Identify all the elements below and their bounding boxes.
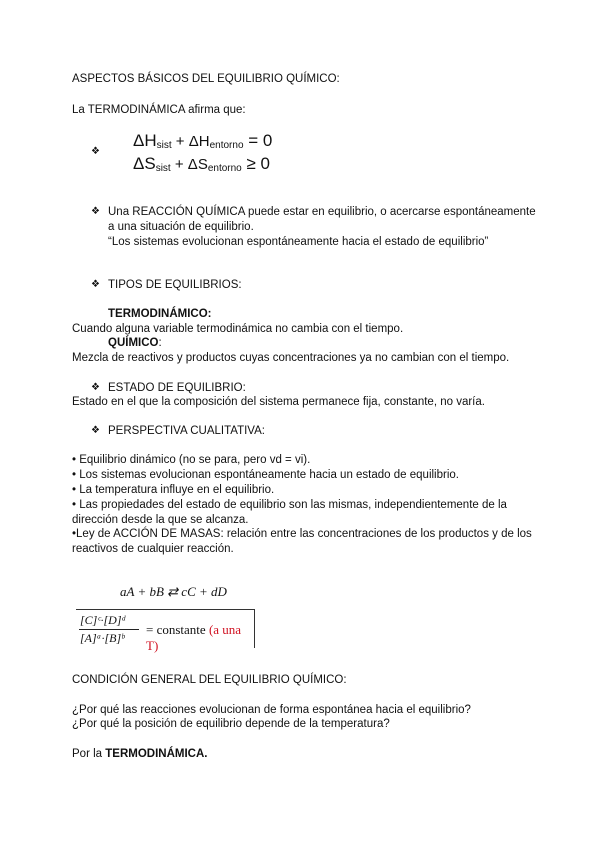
bullet-icon: ❖ bbox=[91, 146, 100, 157]
fraction-bar bbox=[79, 629, 139, 630]
list-item: reactivos de cualquier reacción. bbox=[72, 543, 234, 555]
quimico-text: Mezcla de reactivos y productos cuyas concentraciones ya no cambian con el tiempo. bbox=[72, 352, 510, 364]
bullet-icon: ❖ bbox=[91, 206, 100, 217]
enthalpy-equation: ΔHsist + ΔHentorno = 0 bbox=[133, 131, 273, 151]
intro-text: La TERMODINÁMICA afirma que: bbox=[72, 104, 246, 116]
list-item: • Equilibrio dinámico (no se para, pero vd = vi). bbox=[72, 454, 311, 466]
reaccion-line-2: a una situación de equilibrio. bbox=[108, 221, 254, 233]
answer-line: Por la TERMODINÁMICA. bbox=[72, 748, 208, 760]
perspectiva-heading: PERSPECTIVA CUALITATIVA: bbox=[108, 425, 265, 437]
tipos-heading: TIPOS DE EQUILIBRIOS: bbox=[108, 279, 242, 291]
condicion-heading: CONDICIÓN GENERAL DEL EQUILIBRIO QUÍMICO: bbox=[72, 674, 347, 686]
reaccion-line-1: Una REACCIÓN QUÍMICA puede estar en equilibrio, o acercarse espontáneamente bbox=[108, 206, 536, 218]
reaction-equation: aA + bB ⇄ cC + dD bbox=[120, 584, 227, 599]
list-item: • Las propiedades del estado de equilibrio son las mismas, independientemente de la bbox=[72, 499, 507, 511]
estado-text: Estado en el que la composición del sistema permanece fija, constante, no varía. bbox=[72, 396, 485, 408]
quimico-label: QUÍMICO: bbox=[108, 337, 162, 349]
page-title: ASPECTOS BÁSICOS DEL EQUILIBRIO QUÍMICO: bbox=[72, 73, 340, 85]
list-item: • Los sistemas evolucionan espontáneamente hacia un estado de equilibrio. bbox=[72, 469, 459, 481]
estado-heading: ESTADO DE EQUILIBRIO: bbox=[108, 382, 246, 394]
list-item: • La temperatura influye en el equilibrio. bbox=[72, 484, 275, 496]
question-1: ¿Por qué las reacciones evolucionan de forma espontánea hacia el equilibrio? bbox=[72, 704, 471, 716]
formula-rhs: = constante (a una T) bbox=[146, 622, 242, 653]
termo-text: Cuando alguna variable termodinámica no cambia con el tiempo. bbox=[72, 323, 404, 335]
bullet-icon: ❖ bbox=[91, 382, 100, 393]
list-item: dirección desde la que se alcanza. bbox=[72, 514, 249, 526]
equilibrium-constant-formula bbox=[76, 609, 256, 653]
question-2: ¿Por qué la posición de equilibrio depende de la temperatura? bbox=[72, 718, 390, 730]
list-item: •Ley de ACCIÓN DE MASAS: relación entre las concentraciones de los productos y de los bbox=[72, 528, 532, 540]
entropy-equation: ΔSsist + ΔSentorno ≥ 0 bbox=[133, 154, 270, 174]
thermo-equations bbox=[133, 131, 272, 177]
temperature-note: (a una T) bbox=[146, 622, 242, 653]
formula-denominator: [A]ᵃ·[B]ᵇ bbox=[80, 631, 125, 645]
bullet-icon: ❖ bbox=[91, 279, 100, 290]
bullet-icon: ❖ bbox=[91, 425, 100, 436]
formula-numerator: [C]ᶜ·[D]ᵈ bbox=[80, 613, 126, 627]
reaccion-quote: “Los sistemas evolucionan espontáneamente hacia el estado de equilibrio” bbox=[108, 236, 489, 248]
termo-label: TERMODINÁMICO: bbox=[108, 308, 212, 320]
